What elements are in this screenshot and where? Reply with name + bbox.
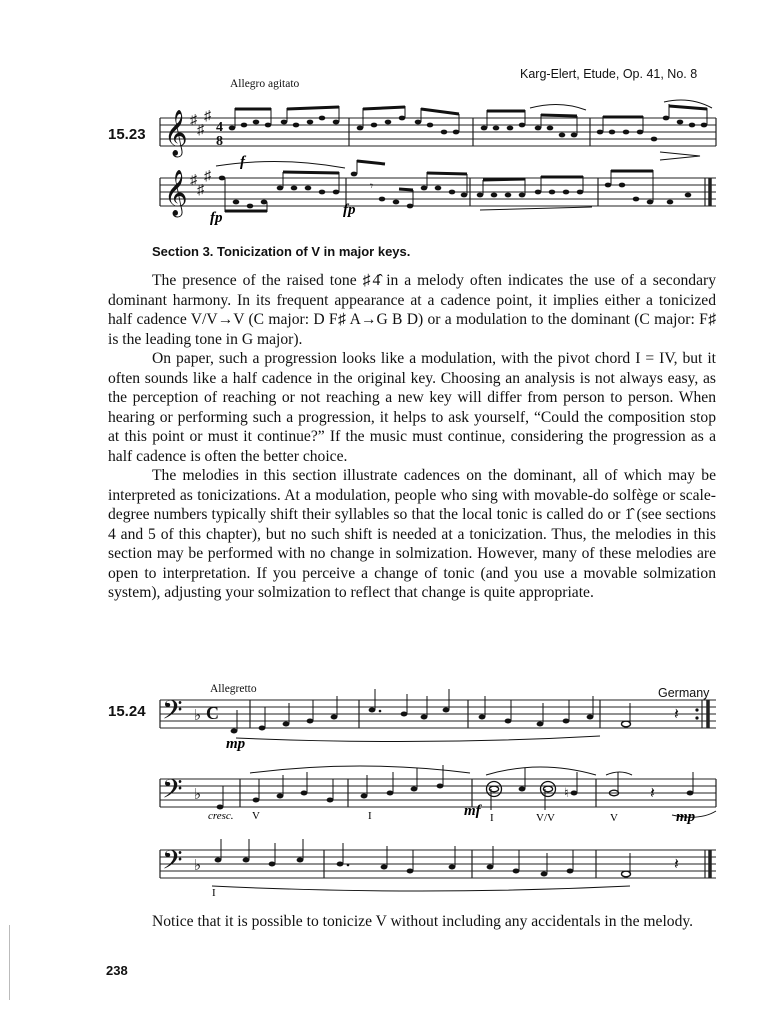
- closing-text: [108, 912, 716, 932]
- svg-text:𝄽: 𝄽: [650, 785, 655, 802]
- tempo-15-24: Allegretto: [210, 683, 257, 695]
- sharp-icon: ♯: [204, 109, 211, 124]
- body-text: [108, 271, 716, 603]
- dynamic-fp: fp: [210, 210, 223, 226]
- notes-15-24-line-2: [217, 784, 694, 810]
- svg-text:𝄽: 𝄽: [674, 856, 679, 873]
- dynamic-mp: mp: [676, 809, 696, 825]
- flat-icon: ♭: [194, 708, 202, 724]
- notes-15-23-line-2: [219, 172, 692, 209]
- roman-numeral: I: [212, 887, 216, 899]
- sharp-icon: ♯: [197, 183, 204, 198]
- time-sig-top: 4: [216, 120, 223, 135]
- sharp-icon: ♯: [190, 113, 197, 128]
- attribution-15-23: Karg-Elert, Etude, Op. 41, No. 8: [520, 67, 698, 81]
- tempo-15-23: Allegro agitato: [230, 78, 300, 90]
- flat-icon: ♭: [194, 787, 202, 803]
- dynamic-mf: mf: [464, 803, 481, 819]
- sharp-icon: ♯: [197, 123, 204, 138]
- common-time: C: [206, 703, 219, 723]
- paragraph: The presence of the raised tone ♯4̂ in a melody often indicates the use of a secondary dominant harmony. In its frequent appearance at a cadence point, it implies either a tonicized half cadence V/V→V (C major: D F♯ A→G B D) or a modulation to the dominant (C major: F♯ is the leading tone in G major).: [108, 272, 716, 348]
- staff-15-24-line-1: [0, 686, 768, 756]
- page-number: 238: [106, 963, 128, 978]
- roman-numeral: I: [490, 812, 494, 824]
- bass-clef-icon: 𝄢: [162, 774, 183, 810]
- margin-rule: [9, 925, 10, 1000]
- staff-15-24-line-3: [0, 836, 768, 906]
- sharp-icon: ♯: [204, 169, 211, 184]
- roman-numeral: V: [252, 810, 260, 822]
- dynamic-mp: mp: [226, 736, 246, 752]
- section-heading: Section 3. Tonicization of V in major keys.: [152, 244, 411, 259]
- notes-15-24-line-3: [215, 858, 574, 877]
- paragraph: The melodies in this section illustrate cadences on the dominant, all of which may be interpreted as tonicizations. At a modulation, people who sing with movable-do solfège or scale-degree numbers typically shift their syllables so that the local tonic is called do or 1̂ (see sections 4 and 5 of this chapter), but no such shift is needed at a tonicization. Thus, the melodies in this section may be performed with no change in solmization. However, many of these melodies are open to interpretation. If you perceive a change of tonic (and you use a movable solmization system), adjusting your solmization to reflect that change is quite appropriate.: [108, 467, 716, 601]
- treble-clef-icon: 𝄞: [164, 110, 188, 155]
- time-sig-bottom: 8: [216, 134, 223, 149]
- expression-cresc: cresc.: [208, 810, 234, 822]
- bass-clef-icon: 𝄢: [162, 695, 183, 731]
- dynamic-forte: f: [240, 154, 245, 170]
- svg-text:𝄾: 𝄾: [370, 179, 374, 193]
- paragraph: On paper, such a progression looks like a modulation, with the pivot chord I = IV, but it often sounds like a half cadence in the original key. Choosing an analysis is not always easy, as the perception of reaching or not reaching a new key will differ from person to person. When hearing or performing such a progression, it helps to ask yourself, “Could the composition stop at this point or must it continue?” If the music must continue, considering the progression as a half cadence is often the better choice.: [108, 350, 716, 465]
- bass-clef-icon: 𝄢: [162, 845, 183, 881]
- paragraph: Notice that it is possible to tonicize V without including any accidentals in the melody.: [152, 913, 694, 930]
- natural-icon: ♮: [564, 785, 569, 800]
- staff-15-24-line-2: [0, 765, 768, 835]
- notes-15-23-line-1: [229, 116, 708, 142]
- example-number-15-24: 15.24: [108, 703, 146, 720]
- dynamic-fp: fp: [343, 202, 356, 218]
- roman-numeral: I: [368, 810, 372, 822]
- staff-15-23-line-2: [0, 160, 768, 230]
- sharp-icon: ♯: [190, 173, 197, 188]
- flat-icon: ♭: [194, 858, 202, 874]
- svg-text:𝄽: 𝄽: [674, 706, 679, 723]
- roman-numeral: V: [610, 812, 618, 824]
- treble-clef-icon: 𝄞: [164, 170, 188, 215]
- roman-numeral: V/V: [536, 812, 555, 824]
- attribution-15-24: Germany: [658, 686, 710, 700]
- example-number-15-23: 15.23: [108, 126, 146, 143]
